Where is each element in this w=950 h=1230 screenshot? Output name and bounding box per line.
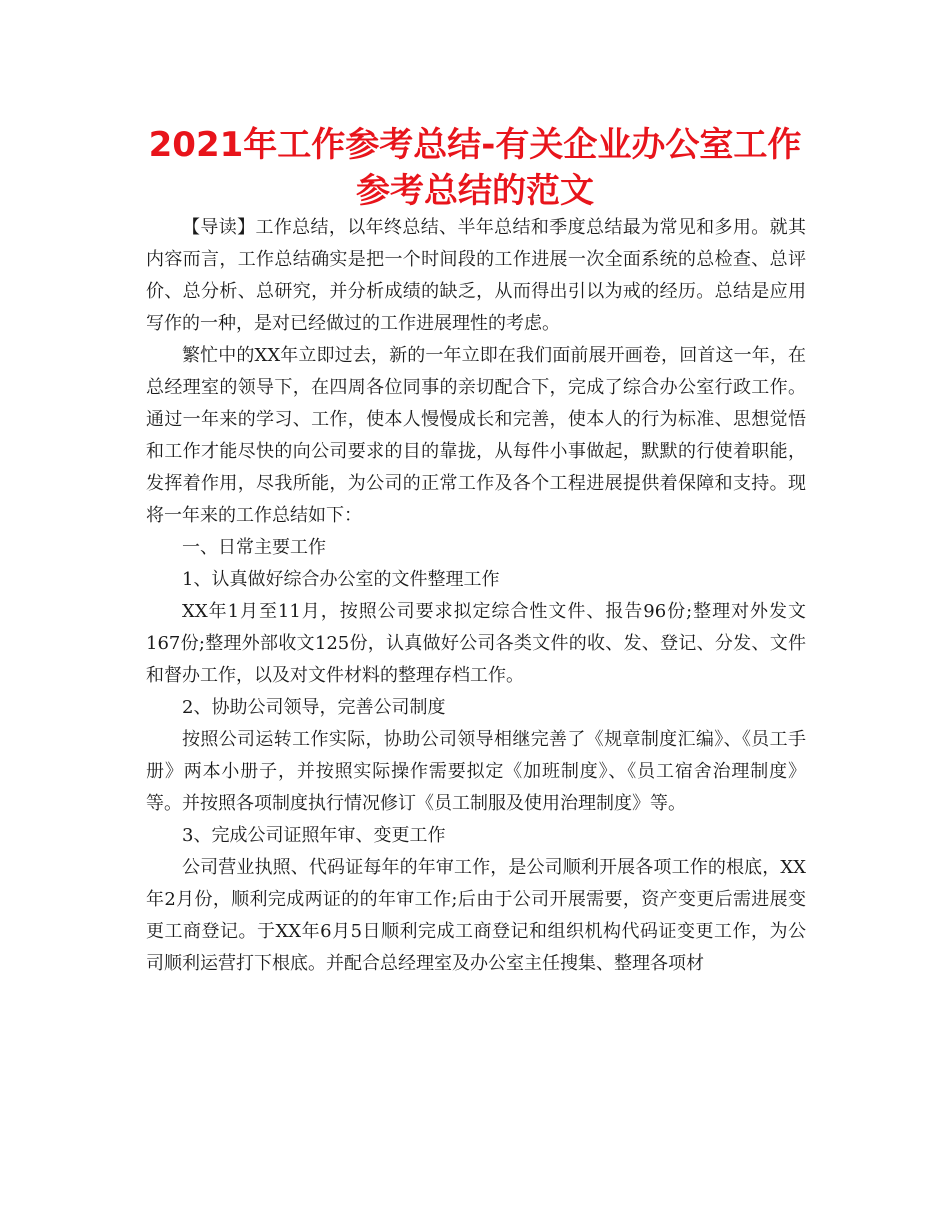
subheading-company-rules: 2、协助公司领导，完善公司制度 <box>182 697 446 718</box>
paragraph-company-rules: 按照公司运转工作实际，协助公司领导相继完善了《规章制度汇编》、《员工手册》两本小册子，并按照实际操作需要拟定《加班制度》、《员工宿舍治理制度》等。并按照各项制度执行情况修订《员工制服及使用治理制度》等。 <box>146 729 806 814</box>
subheading-license-review: 3、完成公司证照年审、变更工作 <box>182 825 446 846</box>
document-body <box>146 212 806 980</box>
paragraph-intro: 【导读】工作总结，以年终总结、半年总结和季度总结最为常见和多用。就其内容而言，工作总结确实是把一个时间段的工作进展一次全面系统的总检查、总评价、总分析、总研究，并分析成绩的缺乏，从而得出引以为戒的经历。总结是应用写作的一种，是对已经做过的工作进展理性的考虑。 <box>146 217 806 334</box>
paragraph-overview: 繁忙中的XX年立即过去，新的一年立即在我们面前展开画卷，回首这一年，在总经理室的领导下，在四周各位同事的亲切配合下，完成了综合办公室行政工作。通过一年来的学习、工作，使本人慢慢成长和完善，使本人的行为标准、思想觉悟和工作才能尽快的向公司要求的目的靠拢，从每件小事做起，默默的行使着职能，发挥着作用，尽我所能，为公司的正常工作及各个工程进展提供着保障和支持。现将一年来的工作总结如下： <box>146 345 806 526</box>
subheading-file-management: 1、认真做好综合办公室的文件整理工作 <box>182 569 500 590</box>
paragraph-license-review: 公司营业执照、代码证每年的年审工作，是公司顺利开展各项工作的根底，XX年2月份，顺利完成两证的的年审工作;后由于公司开展需要，资产变更后需进展变更工商登记。于XX年6月5日顺利完成工商登记和组织机构代码证变更工作，为公司顺利运营打下根底。并配合总经理室及办公室主任搜集、整理各项材 <box>146 857 806 974</box>
paragraph-file-management: XX年1月至11月，按照公司要求拟定综合性文件、报告96份;整理对外发文167份;整理外部收文125份，认真做好公司各类文件的收、发、登记、分发、文件和督办工作，以及对文件材料的整理存档工作。 <box>146 601 806 686</box>
section-heading-daily-work: 一、日常主要工作 <box>182 537 326 558</box>
document-title: 2021年工作参考总结-有关企业办公室工作参考总结的范文 <box>148 125 802 211</box>
